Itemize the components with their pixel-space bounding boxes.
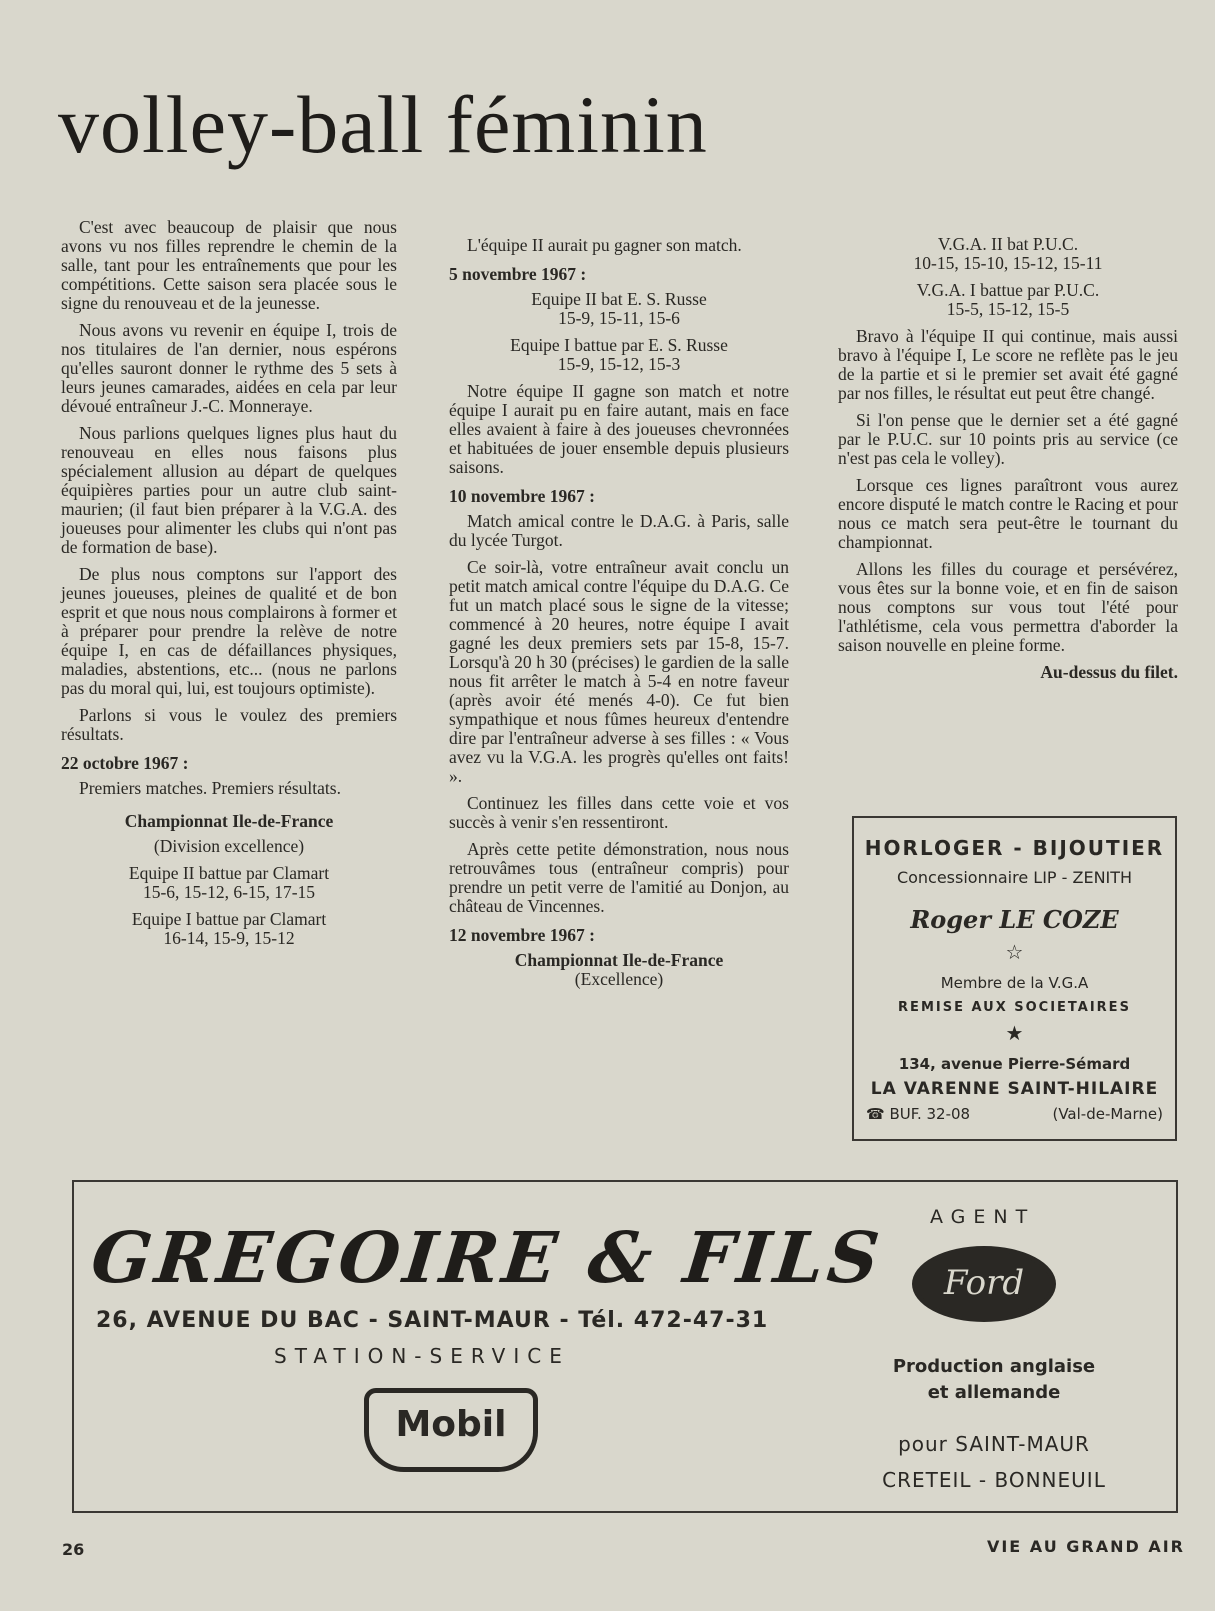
garage-advertisement (72, 1180, 1178, 1513)
paragraph: Parlons si vous le voulez des premiers résultats. (61, 705, 397, 744)
service-area: pour SAINT-MAUR CRETEIL - BONNEUIL (882, 1432, 1106, 1492)
paragraph: Premiers matches. Premiers résultats. (79, 778, 341, 798)
ad-membership: Membre de la V.G.A (940, 974, 1089, 992)
ford-logo: Ford (912, 1246, 1056, 1322)
result-line: V.G.A. I battue par P.U.C. (916, 280, 1100, 300)
result-line: Equipe II bat E. S. Russe (531, 289, 707, 309)
jeweler-advertisement (852, 816, 1177, 1141)
ad-concession: Concessionnaire LIP - ZENITH (896, 868, 1133, 887)
result-score: 15-9, 15-11, 15-6 (558, 308, 680, 328)
ad-phone: ☎ BUF. 32-08 (866, 1105, 971, 1123)
article-title: volley-ball féminin (58, 79, 708, 170)
ad-owner-name: Roger LE COZE (910, 905, 1119, 934)
date-heading: 10 novembre 1967 : (449, 486, 595, 506)
ad-town: LA VARENNE SAINT-HILAIRE (870, 1079, 1159, 1099)
paragraph: Match amical contre le D.A.G. à Paris, salle du lycée Turgot. (449, 511, 789, 550)
result-line: V.G.A. II bat P.U.C. (937, 234, 1079, 254)
paragraph: L'équipe II aurait pu gagner son match. (467, 235, 742, 255)
signature: Au-dessus du filet. (1040, 662, 1178, 682)
garage-brand: GREGOIRE & FILS (87, 1216, 887, 1299)
column-2 (449, 236, 789, 997)
championship-heading: Championnat Ile-de-France (514, 950, 724, 970)
paragraph: De plus nous comptons sur l'apport des jeunes joueuses, pleines de qualité et de bon esprit et que nous nous complairons à former et à préparer pour prendre la relève de notre équipe I, en cas de défaillances physiques, maladies, abstentions, etc... (nous ne parlons pas du moral qui, lui, est toujours optimiste). (61, 564, 397, 698)
mobil-logo: Mobil (364, 1388, 538, 1472)
result-line: Equipe I battue par E. S. Russe (510, 335, 728, 355)
paragraph: C'est avec beaucoup de plaisir que nous avons vu nos filles reprendre le chemin de la salle, tant pour les entraînements que pour les compétitions. Cette saison sera placée sous le signe du renouveau et de la jeunesse. (61, 217, 397, 313)
page-number: 26 (62, 1540, 85, 1559)
division-label: (Excellence) (574, 969, 664, 989)
division-label: (Division excellence) (153, 836, 305, 856)
result-score: 15-6, 15-12, 6-15, 17-15 (142, 882, 316, 902)
paragraph: Si l'on pense que le dernier set a été gagné par le P.U.C. sur 10 points pris au service (ce n'est pas cela le volley). (838, 410, 1178, 468)
paragraph: Nous parlions quelques lignes plus haut du renouveau en elles nous faisons plus spécialement allusion au départ de quelques équipières parties pour un autre club saint-maurien; (il faut bien préparer à la V.G.A. des joueuses pour alimenter les clubs qui n'ont pas de formation de base). (61, 423, 397, 557)
date-heading: 5 novembre 1967 : (449, 264, 587, 284)
result-score: 15-9, 15-12, 15-3 (557, 354, 681, 374)
star-outline-icon: ☆ (1005, 940, 1024, 964)
paragraph: Notre équipe II gagne son match et notre équipe I aurait pu en faire autant, mais en face elles avaient à faire à des joueuses chevronnées et habituées de jouer ensemble depuis plusieurs saisons. (449, 381, 789, 477)
paragraph: Allons les filles du courage et persévérez, vous êtes sur la bonne voie, et en fin de saison nous comptons sur vous tout l'été pour l'athlétisme, cela vous permettra d'aborder la saison nouvelle en pleine forme. (838, 559, 1178, 655)
garage-address: 26, AVENUE DU BAC - SAINT-MAUR - Tél. 472-47-31 (96, 1308, 769, 1333)
result-score: 10-15, 15-10, 15-12, 15-11 (913, 253, 1103, 273)
result-score: 16-14, 15-9, 15-12 (163, 928, 295, 948)
paragraph: Bravo à l'équipe II qui continue, mais aussi bravo à l'équipe I, Le score ne reflète pas le jeu de la partie et si le premier set avait été gagné par nos filles, le résultat eut peut être changé. (838, 326, 1178, 403)
ad-address: 134, avenue Pierre-Sémard (898, 1055, 1131, 1073)
result-score: 15-5, 15-12, 15-5 (946, 299, 1070, 319)
paragraph: Après cette petite démonstration, nous nous retrouvâmes tous (entraîneur compris) pour prendre un petit verre de l'amitié au Donjon, au château de Vincennes. (449, 839, 789, 916)
column-3 (838, 235, 1178, 690)
paragraph: Ce soir-là, votre entraîneur avait conclu un petit match amical contre l'équipe du D.A.G. Ce fut un match placé sous le signe de la vitesse; commencé à 20 heures, notre équipe I avait gagné les deux premiers sets par 15-8, 15-7. Lorsqu'à 20 h 30 (précises) le gardien de la salle nous fit arrêter le match à 5-4 en notre faveur (après avoir été menés 4-0). Ce fut bien sympathique et nous fûmes heureux d'entendre dire par l'entraîneur adverse à ses filles : « Vous avez vu la V.G.A. les progrès qu'elles ont faits! ». (449, 557, 789, 786)
magazine-name: VIE AU GRAND AIR (986, 1537, 1185, 1556)
agent-label: AGENT (930, 1206, 1036, 1228)
ad-contact-row (854, 1105, 1175, 1123)
championship-heading: Championnat Ile-de-France (124, 811, 334, 831)
production-text: Production anglaise et allemande (892, 1356, 1096, 1403)
date-heading: 12 novembre 1967 : (449, 925, 595, 945)
paragraph: Lorsque ces lignes paraîtront vous aurez encore disputé le match contre le Racing et pour nous ce match sera peut-être le tournant du championnat. (838, 475, 1178, 552)
result-line: Equipe I battue par Clamart (131, 909, 327, 929)
paragraph: Continuez les filles dans cette voie et vos succès à venir s'en ressentiront. (449, 793, 789, 832)
result-line: Equipe II battue par Clamart (128, 863, 330, 883)
paragraph: Nous avons vu revenir en équipe I, trois de nos titulaires de l'an dernier, nous espérons qu'elles sauront donner le rythme des 5 sets à leurs jeunes camarades, aidées en cela par leur dévoué entraîneur J.-C. Monneraye. (61, 320, 397, 416)
date-heading: 22 octobre 1967 : (61, 753, 189, 773)
ad-department: (Val-de-Marne) (1052, 1105, 1163, 1123)
column-1 (61, 218, 397, 956)
ad-discount: REMISE AUX SOCIETAIRES (898, 1000, 1131, 1015)
ad-heading: HORLOGER - BIJOUTIER (864, 836, 1165, 860)
star-filled-icon: ★ (1005, 1021, 1024, 1045)
station-service-label: STATION-SERVICE (274, 1344, 570, 1368)
